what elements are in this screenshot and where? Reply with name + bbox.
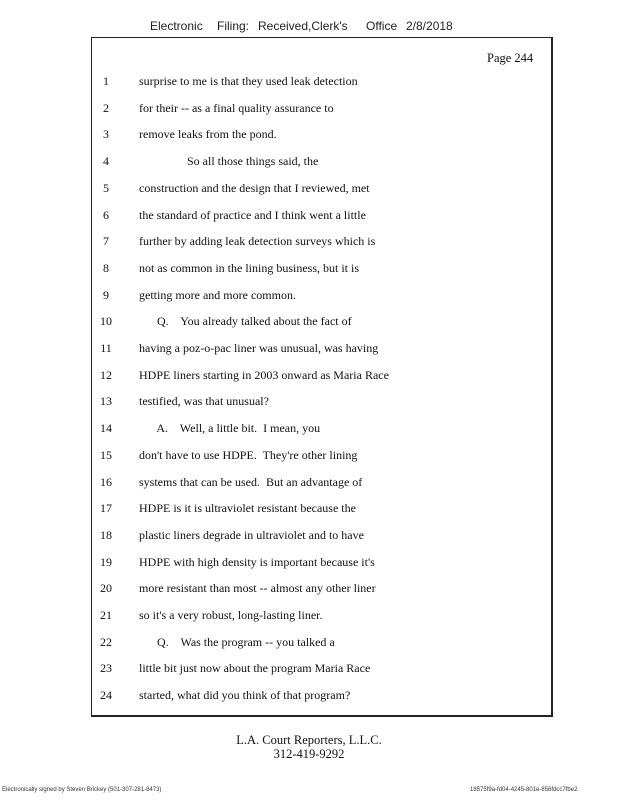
transcript-line (0, 528, 600, 546)
transcript-line (0, 341, 600, 359)
transcript-line (0, 127, 600, 145)
line-text: construction and the design that I reviewed, met (139, 180, 370, 195)
line-text: Q. Was the program -- you talked a (139, 634, 335, 649)
line-text: plastic liners degrade in ultraviolet and to have (139, 527, 364, 542)
line-number: 8 (103, 260, 109, 275)
transcript-line (0, 261, 600, 279)
transcript-line (0, 154, 600, 172)
line-number: 5 (103, 180, 109, 195)
line-text: don't have to use HDPE. They're other lining (139, 447, 358, 462)
line-text: testified, was that unusual? (139, 394, 269, 409)
line-number: 12 (100, 367, 112, 382)
line-text: So all those things said, the (139, 154, 319, 169)
footer-phone: 312-419-9292 (273, 747, 345, 761)
line-text: the standard of practice and I think went a little (139, 207, 366, 222)
line-text: HDPE is it is ultraviolet resistant because the (139, 501, 356, 516)
line-number: 20 (100, 581, 112, 596)
line-number: 23 (100, 661, 112, 676)
transcript-line (0, 448, 600, 466)
transcript-line (0, 475, 600, 493)
transcript-line (0, 555, 600, 573)
line-text: for their -- as a final quality assurance to (139, 100, 334, 115)
transcript-line (0, 181, 600, 199)
line-text: started, what did you think of that program? (139, 688, 351, 703)
electronic-signature: Electronically signed by Steven Brickey (501-307-281-8473) (2, 787, 162, 793)
line-number: 14 (100, 421, 112, 436)
line-number: 1 (103, 74, 109, 88)
transcript-line (0, 421, 600, 439)
line-number: 19 (100, 554, 112, 569)
line-number: 21 (100, 608, 112, 622)
line-number: 24 (100, 688, 112, 703)
transcript-line (0, 288, 600, 306)
line-number: 9 (103, 287, 109, 302)
line-number: 11 (100, 341, 112, 355)
line-text: HDPE liners starting in 2003 onward as Maria Race (139, 367, 389, 382)
line-number: 10 (100, 314, 112, 329)
line-text: Q. You already talked about the fact of (139, 314, 352, 329)
filing-header (0, 19, 618, 37)
transcript-line (0, 394, 600, 412)
line-text: more resistant than most -- almost any other liner (139, 581, 376, 596)
transcript-line (0, 635, 600, 653)
header-electronic: Electronic (150, 19, 203, 33)
line-number: 2 (103, 100, 109, 115)
line-number: 4 (103, 154, 109, 169)
header-filing: Filing: (217, 19, 250, 33)
transcript-line (0, 688, 600, 706)
line-text: getting more and more common. (139, 287, 296, 302)
line-text: systems that can be used. But an advantage of (139, 474, 363, 489)
line-number: 18 (100, 527, 112, 542)
transcript-line (0, 661, 600, 679)
line-text: A. Well, a little bit. I mean, you (139, 421, 321, 436)
line-text: having a poz-o-pac liner was unusual, was having (139, 341, 379, 355)
document-id: 18575f9a-fd04-4245-801e-856fdcc7fbe2 (470, 787, 578, 793)
page-number: Page 244 (487, 51, 534, 65)
line-text: remove leaks from the pond. (139, 127, 277, 142)
line-text: HDPE with high density is important because it's (139, 554, 375, 569)
line-number: 22 (100, 634, 112, 649)
line-number: 15 (100, 447, 112, 462)
footer-company: L.A. Court Reporters, L.L.C. (236, 733, 382, 747)
transcript-line (0, 581, 600, 599)
line-number: 13 (100, 394, 112, 409)
line-number: 16 (100, 474, 112, 489)
line-number: 7 (103, 234, 109, 249)
line-number: 17 (100, 501, 112, 516)
header-date: 2/8/2018 (406, 19, 453, 33)
transcript-line (0, 101, 600, 119)
transcript-line (0, 208, 600, 226)
line-text: not as common in the lining business, but it is (139, 260, 359, 275)
transcript-line (0, 74, 600, 92)
transcript-line (0, 501, 600, 519)
line-text: little bit just now about the program Maria Race (139, 661, 371, 676)
line-number: 6 (103, 207, 109, 222)
header-received: Received,Clerk's (258, 19, 348, 33)
transcript-line (0, 314, 600, 332)
transcript-line (0, 234, 600, 252)
transcript-line (0, 368, 600, 386)
line-number: 3 (103, 127, 109, 142)
transcript-line (0, 608, 600, 626)
header-office: Office (366, 19, 398, 33)
line-text: surprise to me is that they used leak detection (139, 74, 358, 88)
line-text: so it's a very robust, long-lasting liner. (139, 608, 323, 622)
line-text: further by adding leak detection surveys which is (139, 234, 376, 249)
